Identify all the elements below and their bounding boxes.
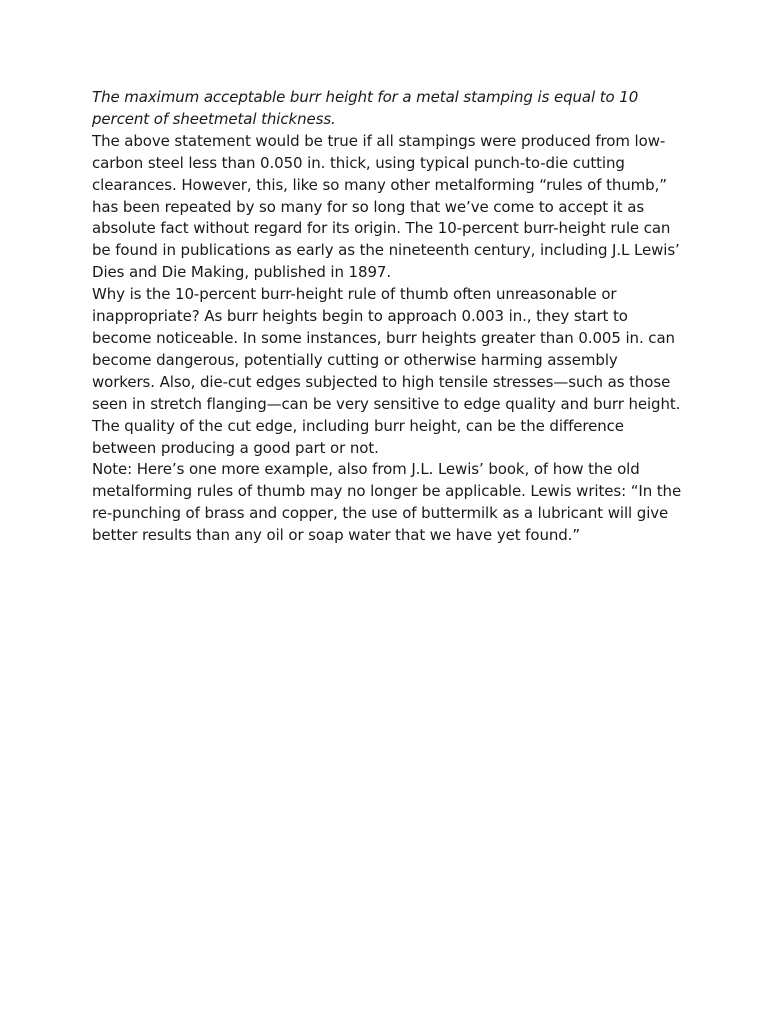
paragraph-note: Note: Here’s one more example, also from J.L. Lewis’ book, of how the old metalforming rules of thumb may no longer be applicable. Lewis writes: “In the re-punching of brass and copper, the use of buttermilk as a lubricant will give better results than any oil or soap water that we have yet found.” [92,460,682,545]
document-body [92,87,682,547]
paragraph-origin: The above statement would be true if all stampings were produced from low-carbon steel less than 0.050 in. thick, using typical punch-to-die cutting clearances. However, this, like so many other metalforming “rules of thumb,” has been repeated by so many for so long that we’ve come to accept it as absolute fact without regard for its origin. The 10-percent burr-height rule can be found in publications as early as the nineteenth century, including J.L Lewis’ Dies and Die Making, published in 1897. [92,131,680,282]
lead-statement: The maximum acceptable burr height for a metal stamping is equal to 10 percent of sheetmetal thickness. [92,88,639,128]
paragraph-why: Why is the 10-percent burr-height rule of thumb often unreasonable or inappropriate? As burr heights begin to approach 0.003 in., they start to become noticeable. In some instances, burr heights greater than 0.005 in. can become dangerous, potentially cutting or otherwise harming assembly workers. Also, die-cut edges subjected to high tensile stresses—such as those seen in stretch flanging—can be very sensitive to edge quality and burr height. The quality of the cut edge, including burr height, can be the difference between producing a good part or not. [92,285,681,457]
